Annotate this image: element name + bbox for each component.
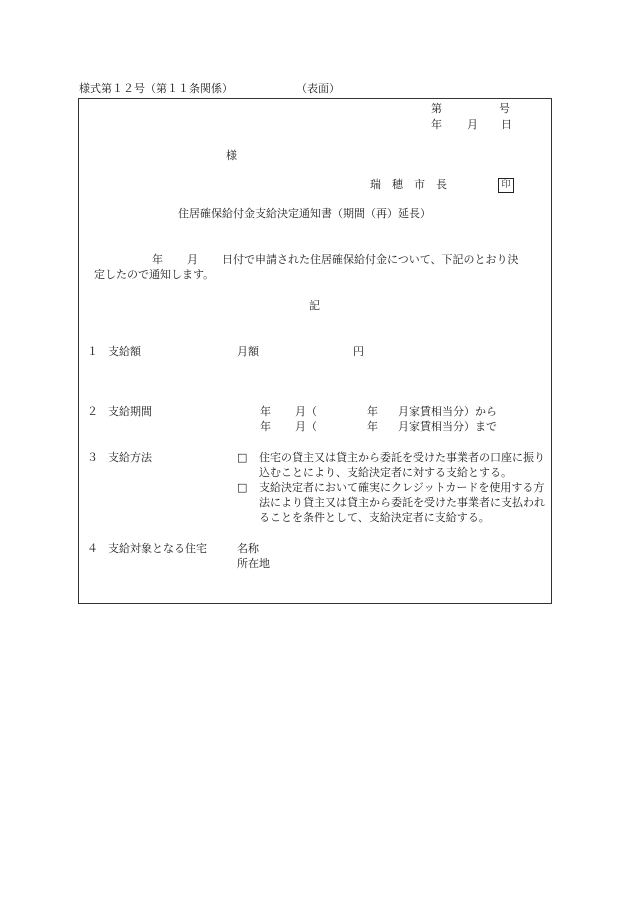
form-number: 様式第１２号（第１１条関係） <box>79 82 233 95</box>
item2-row2-month2: 月家賃相当分）まで <box>398 420 497 433</box>
item3-label: 支給方法 <box>108 451 152 464</box>
date-day: 日 <box>501 118 512 131</box>
item4-address-label: 所在地 <box>237 557 270 570</box>
item4-number: ４ <box>87 542 98 555</box>
item2-row2-month1: 月（ <box>295 420 317 433</box>
ki-heading: 記 <box>309 299 320 312</box>
item4-label: 支給対象となる住宅 <box>108 542 207 555</box>
item2-row1-month1: 月（ <box>295 405 317 418</box>
option1-checkbox[interactable]: □ <box>237 451 248 464</box>
item2-row1-month2: 月家賃相当分）から <box>398 405 497 418</box>
item1-yen: 円 <box>353 345 364 358</box>
document-title: 住居確保給付金支給決定通知書（期間（再）延長） <box>178 207 431 220</box>
body-year: 年 <box>152 253 163 266</box>
item1-label: 支給額 <box>108 345 141 358</box>
body-line1: 日付で申請された住居確保給付金について、下記のとおり決 <box>222 253 519 266</box>
addressee-suffix: 様 <box>226 149 237 162</box>
item1-monthly-label: 月額 <box>237 345 259 358</box>
issuer: 瑞 穂 市 長 <box>370 178 447 191</box>
option1-text: 住宅の貸主又は貸主から委託を受けた事業者の口座に振り込むことにより、支給決定者に対する支給とする。 <box>259 451 545 479</box>
form-side: （表面） <box>296 82 340 95</box>
body-month: 月 <box>187 253 198 266</box>
item1-number: １ <box>87 345 98 358</box>
date-month: 月 <box>467 118 478 131</box>
item2-number: ２ <box>87 405 98 418</box>
document-frame <box>78 98 552 604</box>
body-line2: 定したので通知します。 <box>94 268 215 281</box>
item4-name-label: 名称 <box>237 542 259 555</box>
item2-row2-year1: 年 <box>260 420 271 433</box>
item2-label: 支給期間 <box>108 405 152 418</box>
seal-mark: 印 <box>498 178 514 193</box>
option2-text: 支給決定者において確実にクレジットカードを使用する方法により貸主又は貸主から委託を受けた事業者に支払われることを条件として、支給決定者に支給する。 <box>259 481 545 524</box>
item3-number: ３ <box>87 451 98 464</box>
item2-row1-year1: 年 <box>260 405 271 418</box>
date-year: 年 <box>431 118 442 131</box>
doc-number-prefix: 第 <box>431 102 442 115</box>
item2-row1-year2: 年 <box>367 405 378 418</box>
option2-checkbox[interactable]: □ <box>237 481 248 494</box>
item2-row2-year2: 年 <box>367 420 378 433</box>
doc-number-suffix: 号 <box>499 102 510 115</box>
